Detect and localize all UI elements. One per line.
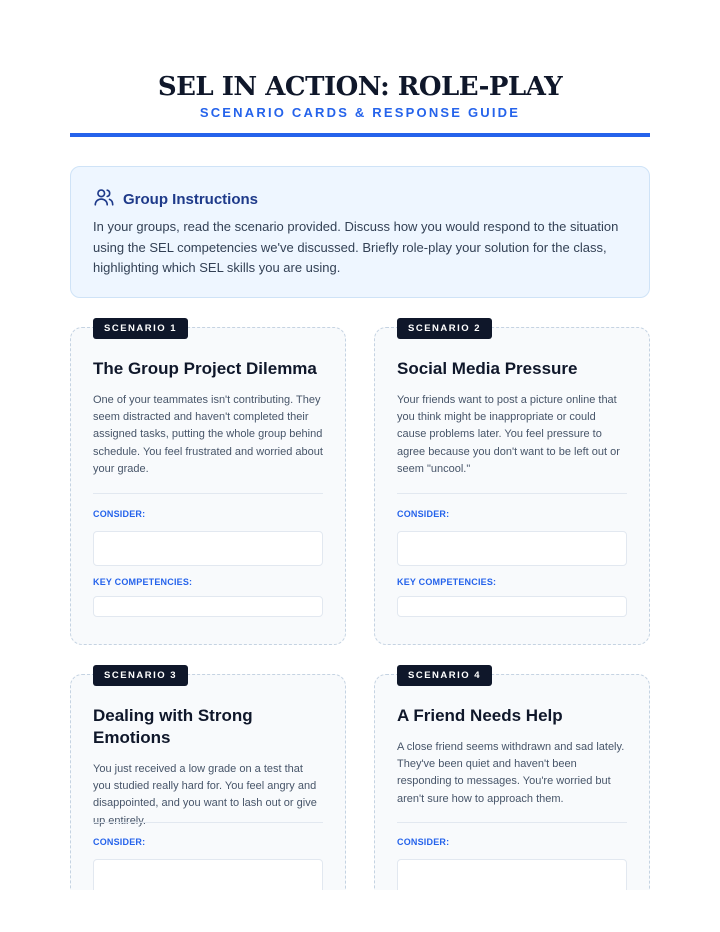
card-divider	[93, 493, 323, 494]
consider-response-box[interactable]	[93, 531, 323, 566]
scenario-description: Your friends want to post a picture online that you think might be inappropriate or could cause problems later. You feel pressure to agree because you don't want to be left out or seem "uncool."	[397, 394, 620, 475]
scenario-title: The Group Project Dilemma	[93, 359, 317, 378]
consider-label: CONSIDER:	[93, 837, 146, 847]
scenario-card-1	[70, 323, 346, 645]
scenario-badge: SCENARIO 1	[93, 318, 188, 339]
users-icon	[93, 186, 115, 213]
consider-label: CONSIDER:	[93, 509, 146, 519]
page-header	[70, 70, 650, 122]
page-subtitle: SCENARIO CARDS & RESPONSE GUIDE	[199, 105, 521, 120]
card-divider	[93, 822, 323, 823]
scenario-card-2	[374, 323, 650, 645]
scenario-badge: SCENARIO 2	[397, 318, 492, 339]
consider-label: CONSIDER:	[397, 509, 450, 519]
card-divider	[397, 493, 627, 494]
group-instructions-panel	[70, 166, 650, 298]
consider-label: CONSIDER:	[397, 837, 450, 847]
competencies-response-box[interactable]	[93, 596, 323, 617]
page-title: SEL IN ACTION: ROLE-PLAY	[157, 72, 563, 102]
scenario-title: Social Media Pressure	[397, 359, 578, 378]
card-divider	[397, 822, 627, 823]
instructions-body: In your groups, read the scenario provided. Discuss how you would respond to the situation using the SEL competencies we've discussed. Briefly role-play your solution for the class, highlighting which SEL skills you are using.	[93, 219, 619, 275]
scenario-badge: SCENARIO 3	[93, 665, 188, 686]
header-divider	[70, 133, 650, 137]
page-bottom-margin	[0, 890, 720, 932]
scenario-title: Dealing with Strong Emotions	[93, 706, 253, 747]
competencies-response-box[interactable]	[397, 596, 627, 617]
competencies-label: KEY COMPETENCIES:	[397, 577, 497, 587]
scenario-description: One of your teammates isn't contributing. They seem distracted and haven't completed their assigned tasks, putting the whole group behind schedule. You feel frustrated and worried about your grade.	[93, 394, 323, 475]
scenario-description: You just received a low grade on a test that you studied really hard for. You feel angry and disappointed, and you want to lash out or give up entirely.	[93, 763, 317, 827]
scenario-title: A Friend Needs Help	[397, 706, 563, 725]
competencies-label: KEY COMPETENCIES:	[93, 577, 193, 587]
consider-response-box[interactable]	[397, 531, 627, 566]
scenario-description: A close friend seems withdrawn and sad lately. They've been quiet and haven't been responding to messages. You're worried but aren't sure how to approach them.	[397, 741, 625, 805]
scenario-badge: SCENARIO 4	[397, 665, 492, 686]
instructions-title: Group Instructions	[123, 190, 258, 208]
